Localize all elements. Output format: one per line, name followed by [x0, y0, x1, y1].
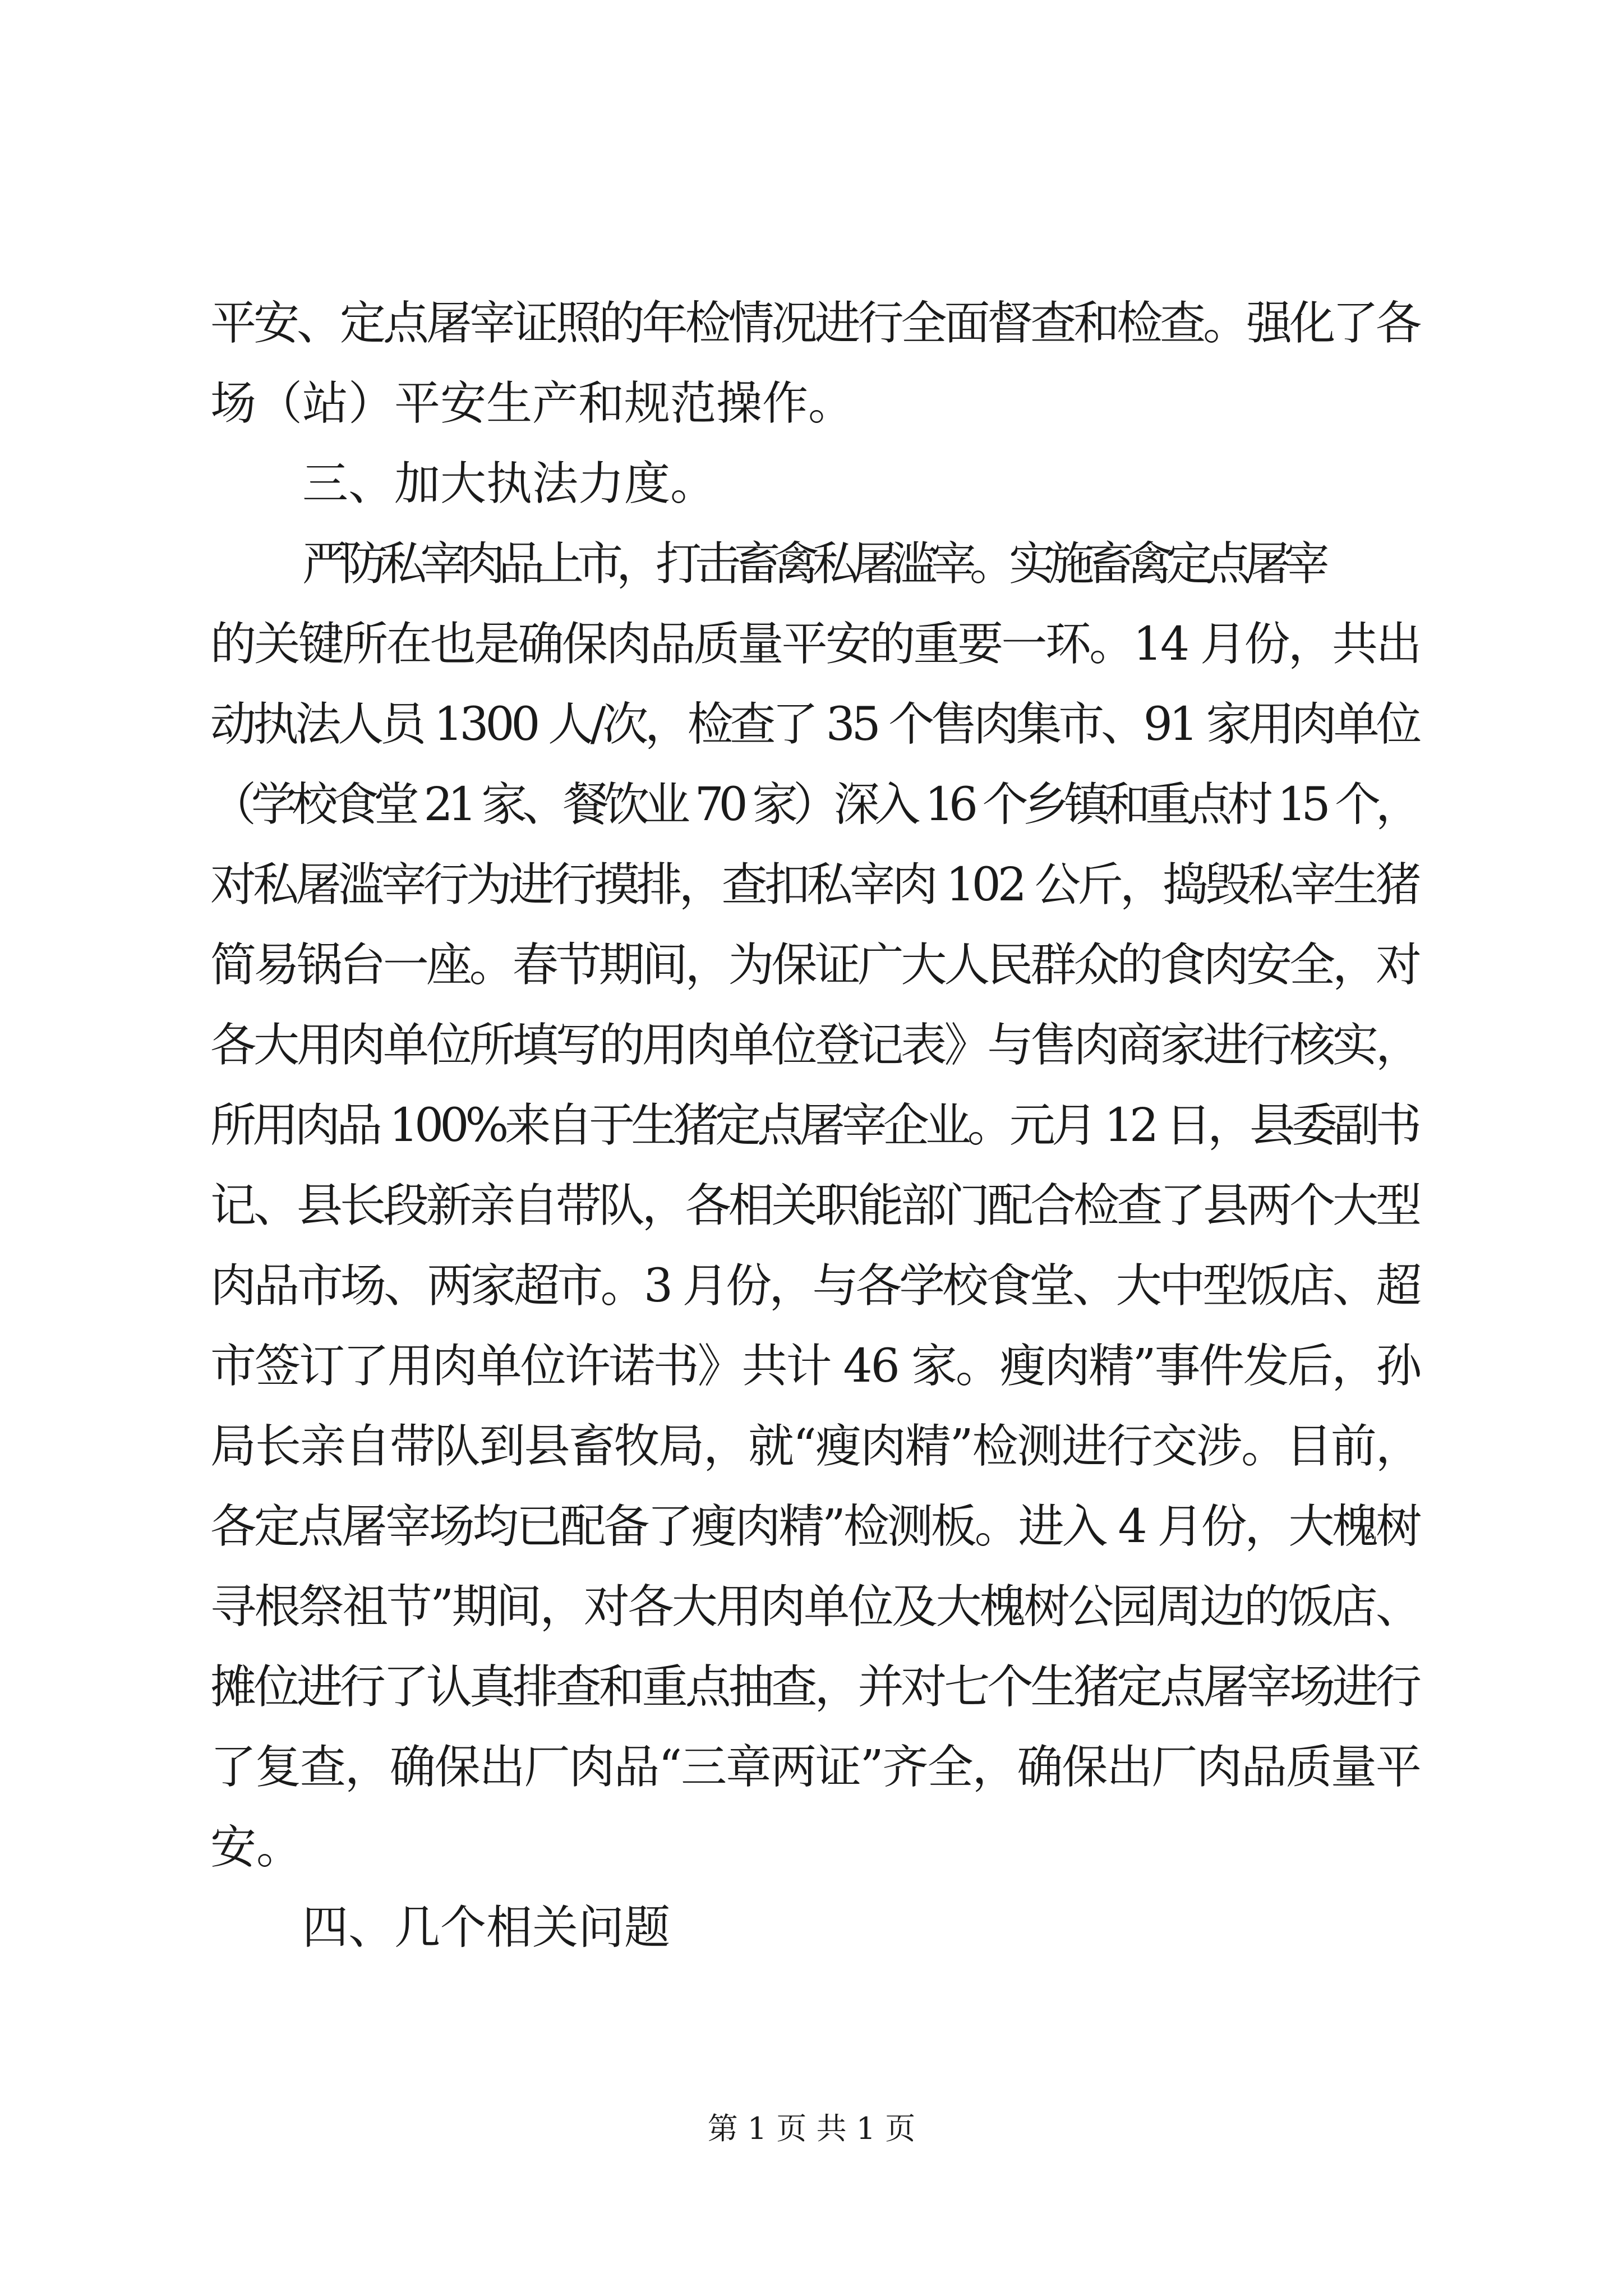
paragraph-line: 各大用肉单位所填写的用肉单位登记表》与售肉商家进行核实，: [210, 1019, 1419, 1072]
section-heading: 四、几个相关问题: [302, 1901, 671, 1954]
paragraph-line: 记、县长段新亲自带队，各相关职能部门配合检查了县两个大型: [210, 1179, 1419, 1232]
page-number: 第 1 页 共 1 页: [707, 2111, 916, 2146]
paragraph-line: 严防私宰肉品上市，打击畜禽私屠滥宰。实施畜禽定点屠宰: [302, 537, 1324, 591]
paragraph-line: 各定点屠宰场均已配备了瘦肉精”检测板。进入 4 月份，大槐树: [210, 1500, 1420, 1553]
paragraph-line: 的关键所在也是确保肉品质量平安的重要一环。14 月份，共出: [210, 618, 1420, 671]
paragraph-line: 摊位进行了认真排查和重点抽查，并对七个生猪定点屠宰场进行: [210, 1660, 1419, 1714]
paragraph-line: 所用肉品 100%来自于生猪定点屠宰企业。元月 12 日，县委副书: [210, 1099, 1418, 1152]
paragraph-line: 市签订了用肉单位许诺书》共计 46 家。瘦肉精”事件发后，孙: [210, 1340, 1421, 1393]
paragraph-line: 对私屠滥宰行为进行摸排，查扣私宰肉 102 公斤，捣毁私宰生猪: [210, 858, 1418, 912]
paragraph-line: 肉品市场、两家超市。3 月份，与各学校食堂、大中型饭店、超: [210, 1259, 1419, 1313]
paragraph-line: 平安、定点屠宰证照的年检情况进行全面督查和检查。强化了各: [210, 297, 1419, 350]
paragraph-line: 寻根祭祖节”期间，对各大用肉单位及大槐树公园周边的饭店、: [210, 1580, 1420, 1634]
document-body: [210, 283, 1422, 1968]
paragraph-line: （学校食堂 21 家、餐饮业 70 家）深入 16 个乡镇和重点村 15 个，: [210, 778, 1417, 831]
paragraph-line: 了复查，确保出厂肉品“三章两证”齐全，确保出厂肉品质量平: [210, 1741, 1421, 1794]
section-heading: 三、加大执法力度。: [302, 457, 717, 510]
paragraph-line: 场（站）平安生产和规范操作。: [210, 377, 855, 430]
paragraph-line: 安。: [210, 1821, 303, 1874]
page-footer: [0, 2109, 1623, 2148]
paragraph-line: 动执法人员 1300 人/次，检查了 35 个售肉集市、91 家用肉单位: [210, 698, 1419, 751]
paragraph-line: 局长亲自带队到县畜牧局，就“瘦肉精”检测进行交涉。目前，: [210, 1420, 1421, 1473]
paragraph-line: 简易锅台一座。春节期间，为保证广大人民群众的食肉安全，对: [210, 938, 1419, 992]
